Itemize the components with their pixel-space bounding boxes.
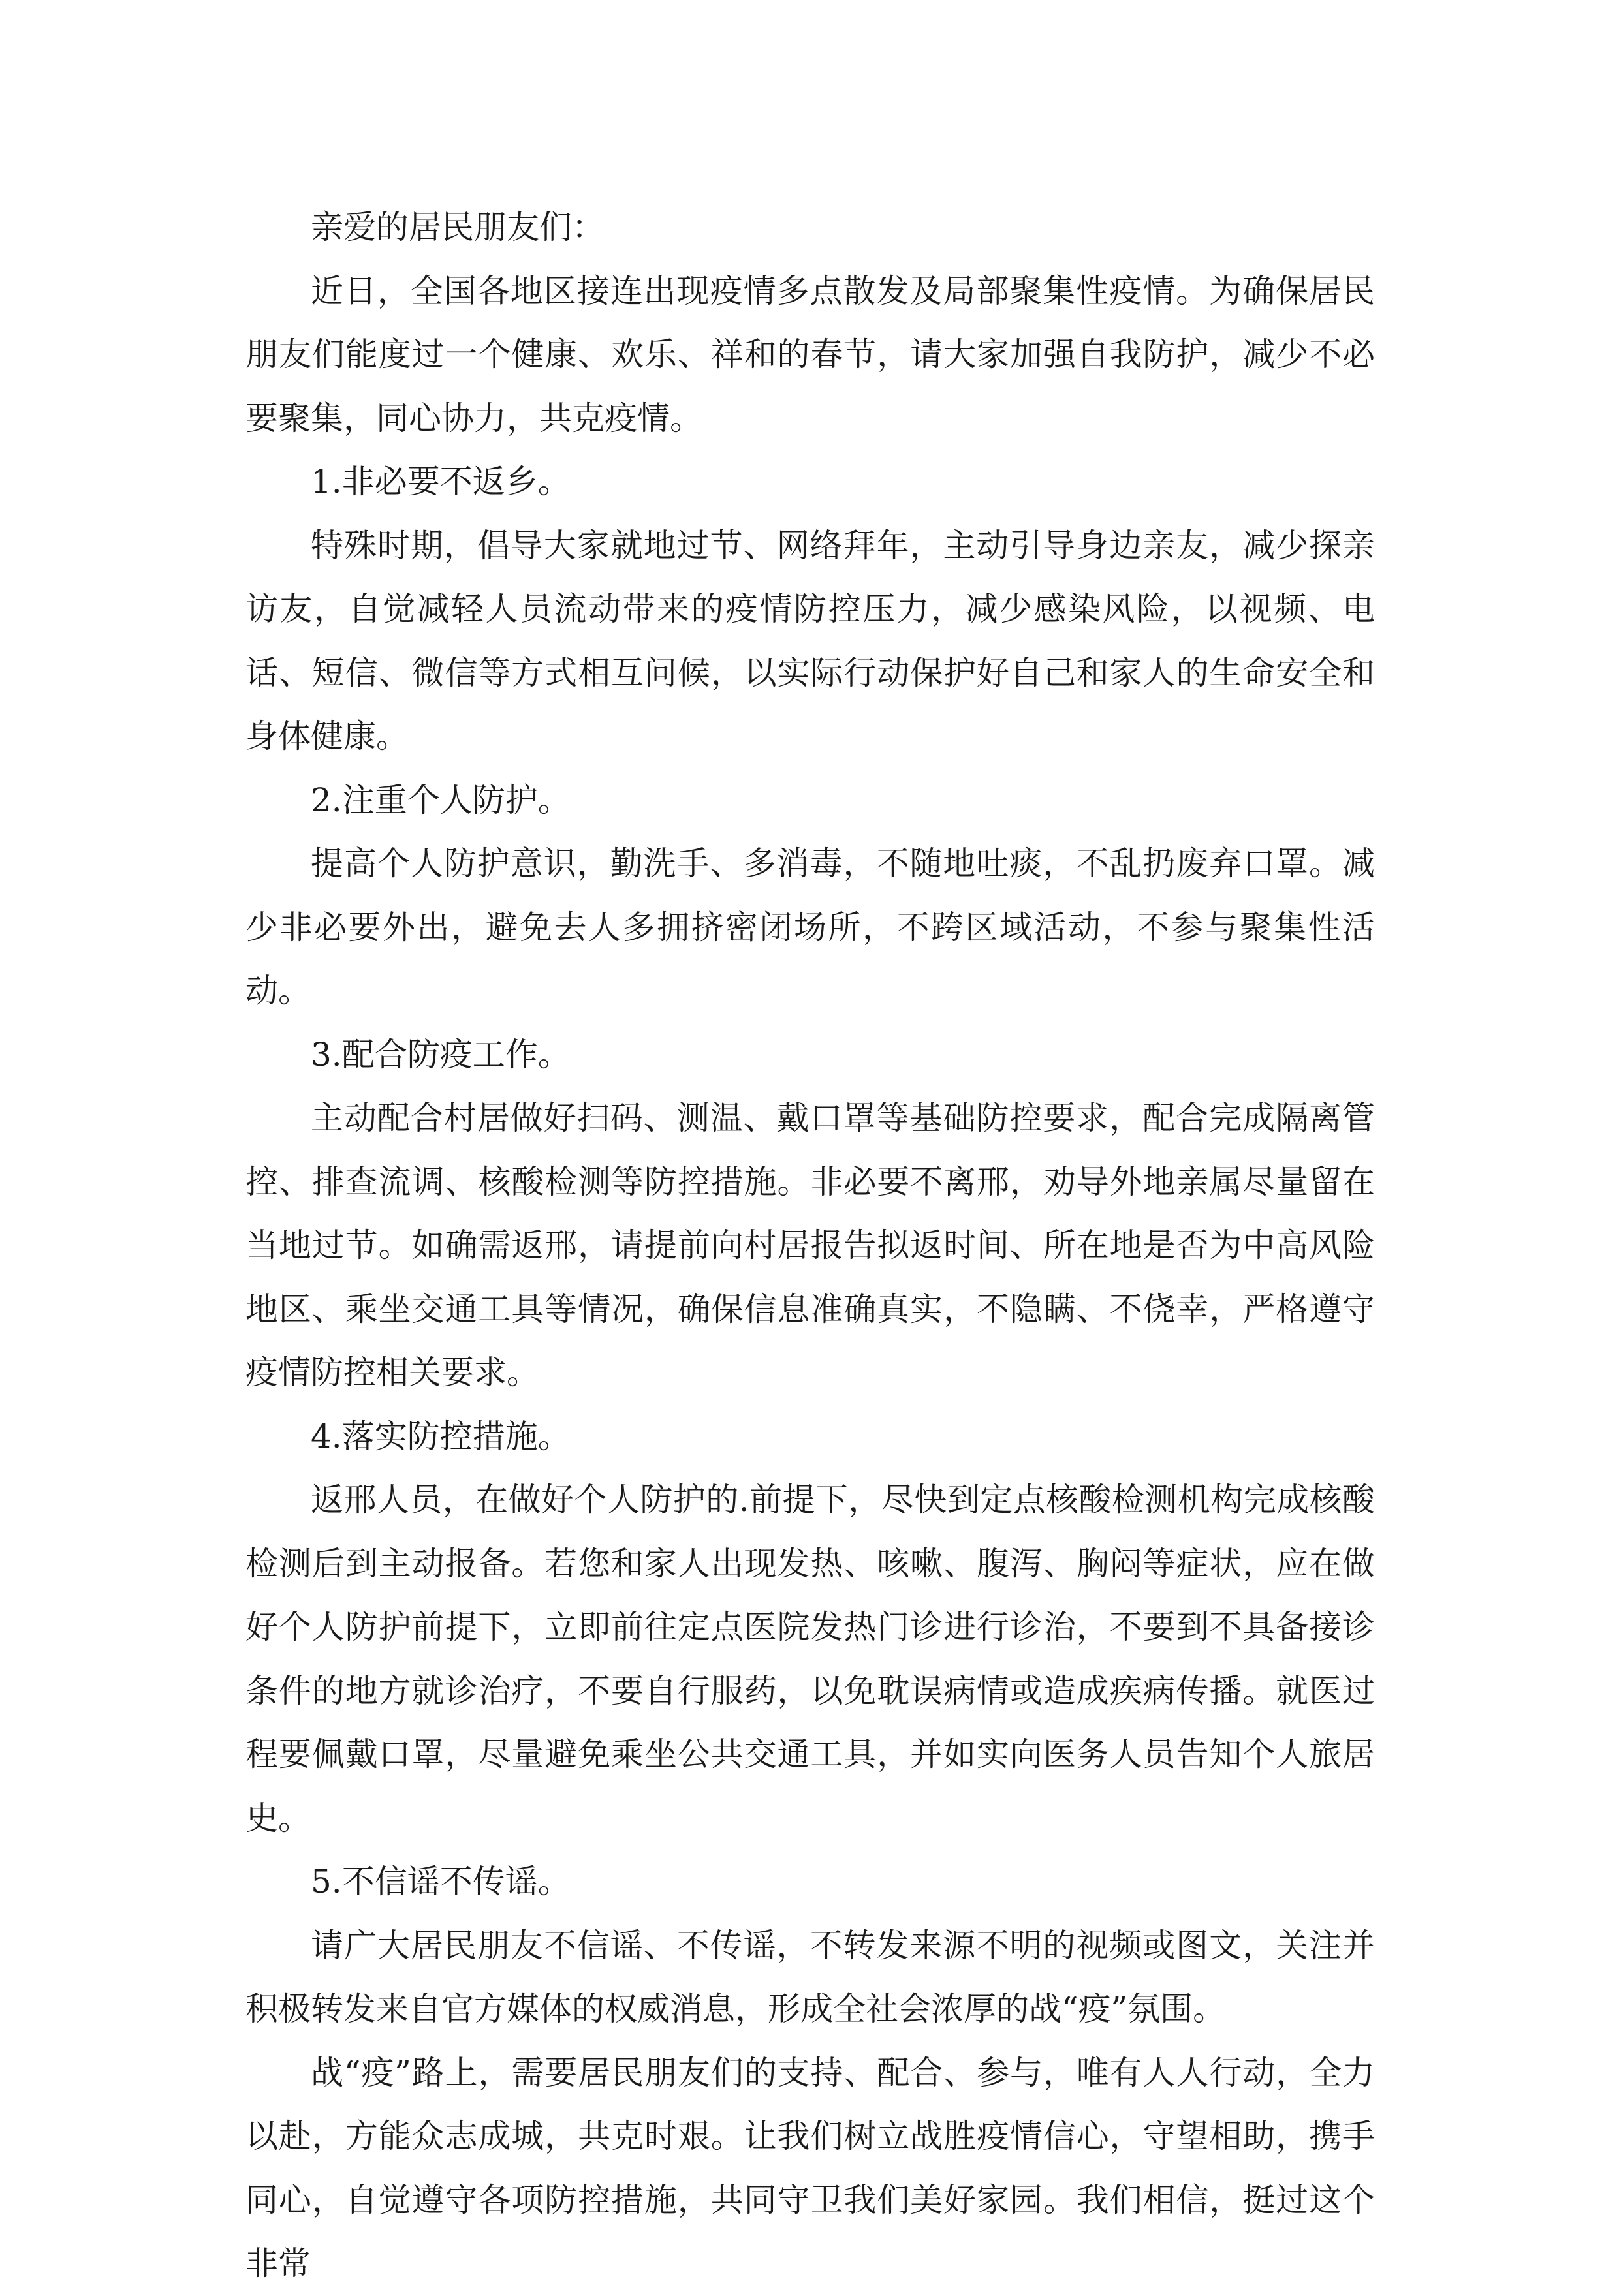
item-heading-1: 1.非必要不返乡。 bbox=[311, 463, 571, 501]
intro-paragraph: 近日，全国各地区接连出现疫情多点散发及局部聚集性疫情。为确保居民朋友们能度过一个健康、欢乐、祥和的春节，请大家加强自我防护，减少不必要聚集，同心协力，共克疫情。 bbox=[245, 271, 1375, 437]
closing-paragraph: 战“疫”路上，需要居民朋友们的支持、配合、参与，唯有人人行动，全力以赴，方能众志成城，共克时艰。让我们树立战胜疫情信心，守望相助，携手同心，自觉遵守各项防控措施，共同守卫我们美好家园。我们相信，挺过这个非常 bbox=[245, 2053, 1375, 2282]
item-heading-4: 4.落实防控措施。 bbox=[311, 1417, 571, 1455]
item-heading-2: 2.注重个人防护。 bbox=[311, 781, 571, 819]
item-heading-3: 3.配合防疫工作。 bbox=[311, 1035, 571, 1074]
document-body bbox=[245, 196, 1375, 2296]
item-body-1: 特殊时期，倡导大家就地过节、网络拜年，主动引导身边亲友，减少探亲访友，自觉减轻人员流动带来的疫情防控压力，减少感染风险，以视频、电话、短信、微信等方式相互问候，以实际行动保护好自己和家人的生命安全和身体健康。 bbox=[245, 526, 1375, 755]
item-body-5: 请广大居民朋友不信谣、不传谣，不转发来源不明的视频或图文，关注并积极转发来自官方媒体的权威消息，形成全社会浓厚的战“疫”氛围。 bbox=[245, 1926, 1375, 2028]
item-body-3: 主动配合村居做好扫码、测温、戴口罩等基础防控要求，配合完成隔离管控、排查流调、核酸检测等防控措施。非必要不离邢，劝导外地亲属尽量留在当地过节。如确需返邢，请提前向村居报告拟返时间、所在地是否为中高风险地区、乘坐交通工具等情况，确保信息准确真实，不隐瞒、不侥幸，严格遵守疫情防控相关要求。 bbox=[245, 1099, 1375, 1391]
greeting: 亲爱的居民朋友们： bbox=[311, 208, 605, 246]
item-body-4: 返邢人员，在做好个人防护的.前提下，尽快到定点核酸检测机构完成核酸检测后到主动报备。若您和家人出现发热、咳嗽、腹泻、胸闷等症状，应在做好个人防护前提下，立即前往定点医院发热门诊进行诊治，不要到不具备接诊条件的地方就诊治疗，不要自行服药，以免耽误病情或造成疾病传播。就医过程要佩戴口罩，尽量避免乘坐公共交通工具，并如实向医务人员告知个人旅居史。 bbox=[245, 1481, 1375, 1837]
item-heading-5: 5.不信谣不传谣。 bbox=[311, 1863, 571, 1900]
item-body-2: 提高个人防护意识，勤洗手、多消毒，不随地吐痰，不乱扔废弃口罩。减少非必要外出，避免去人多拥挤密闭场所，不跨区域活动，不参与聚集性活动。 bbox=[245, 845, 1375, 1010]
